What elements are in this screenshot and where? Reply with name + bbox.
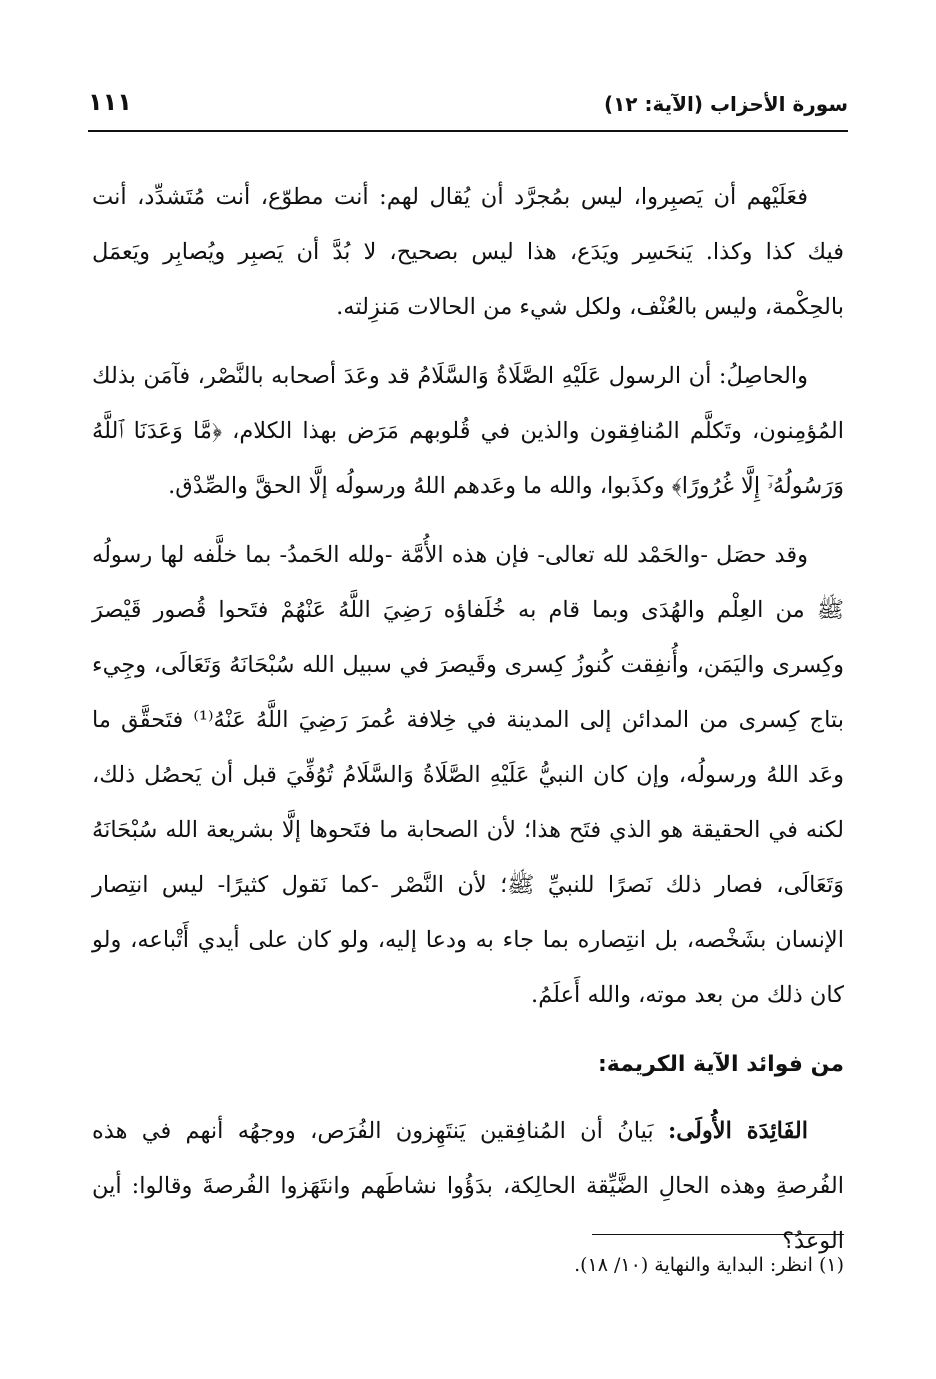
footnote-divider [592, 1234, 844, 1235]
page-number: ١١١ [88, 88, 132, 116]
footnote: (١) انظر: البداية والنهاية (١٠/ ١٨). [574, 1254, 844, 1276]
paragraph-2: والحاصِلُ: أن الرسول عَلَيْهِ الصَّلَاةُ وَالسَّلَامُ قد وعَدَ أصحابه بالنَّصْر، فآمَن بذلك المُؤمِنون، وتَكلَّم المُنافِقون والذين في قُلوبهم مَرَض بهذا الكلام، ﴿مَّا وَعَدَنَا ٱللَّهُ وَرَسُولُهُۥٓ إِلَّا غُرُورًا﴾ وكذَبوا، والله ما وعَدهم اللهُ ورسولُه إلَّا الحقَّ والصِّدْق. [92, 363, 844, 499]
benefit-text: بَيانُ أن المُنافِقين يَنتَهِزون الفُرَص، ووجهُه أنهم في هذه الفُرصةِ وهذه الحالِ الضَّيِّقة الحالِكة، بدَؤُوا نشاطَهم وانتَهَزوا الفُرصةَ وقالوا: أين الوعدُ؟ [92, 1118, 844, 1254]
running-header [88, 88, 848, 132]
header-divider [88, 130, 848, 132]
section-heading: من فوائد الآية الكريمة: [597, 1052, 844, 1077]
main-text [92, 170, 844, 1283]
benefit-label: الفَائِدَة الأُولَى: [667, 1118, 808, 1144]
paragraph-3: وقد حصَل -والحَمْد لله تعالى- فإن هذه الأُمَّة -ولله الحَمدُ- بما خلَّفه لها رسولُه ﷺ من العِلْم والهُدَى وبما قام به خُلَفاؤه رَضِيَ اللَّهُ عَنْهُمْ فتَحوا قُصور قَيْصرَ وكِسرى واليَمَن، وأُنفِقت كُنوزُ كِسرى وقَيصرَ في سبيل الله سُبْحَانَهُ وَتَعَالَى، وجِيء بتاج كِسرى من المدائن إلى المدينة في خِلافة عُمرَ رَضِيَ اللَّهُ عَنْهُ⁽¹⁾ فتَحقَّق ما وعَد اللهُ ورسولُه، وإن كان النبيُّ عَلَيْهِ الصَّلَاةُ وَالسَّلَامُ تُوُفِّيَ قبل أن يَحصُل ذلك، لكنه في الحقيقة هو الذي فتَح هذا؛ لأن الصحابة ما فتَحوها إلَّا بشريعة الله سُبْحَانَهُ وَتَعَالَى، فصار ذلك نَصرًا للنبيِّ ﷺ؛ لأن النَّصْر -كما نَقول كثيرًا- ليس انتِصار الإنسان بشَخْصه، بل انتِصاره بما جاء به ودعا إليه، ولو كان على أيدي أَتْباعه، ولو كان ذلك من بعد موته، والله أَعلَمُ. [92, 542, 844, 1008]
surah-title: سورة الأحزاب (الآية: ١٢) [603, 92, 848, 116]
paragraph-1: فعَلَيْهم أن يَصبِروا، ليس بمُجرَّد أن يُقال لهم: أنت مطوّع، أنت مُتَشدِّد، أنت فيك كذا وكذا. يَنحَسِر ويَدَع، هذا ليس بصحيح، لا بُدَّ أن يَصبِر ويُصابِر ويَعمَل بالحِكْمة، وليس بالعُنْف، ولكل شيء من الحالات مَنزِلته. [92, 184, 844, 320]
benefit-paragraph [92, 1104, 844, 1269]
